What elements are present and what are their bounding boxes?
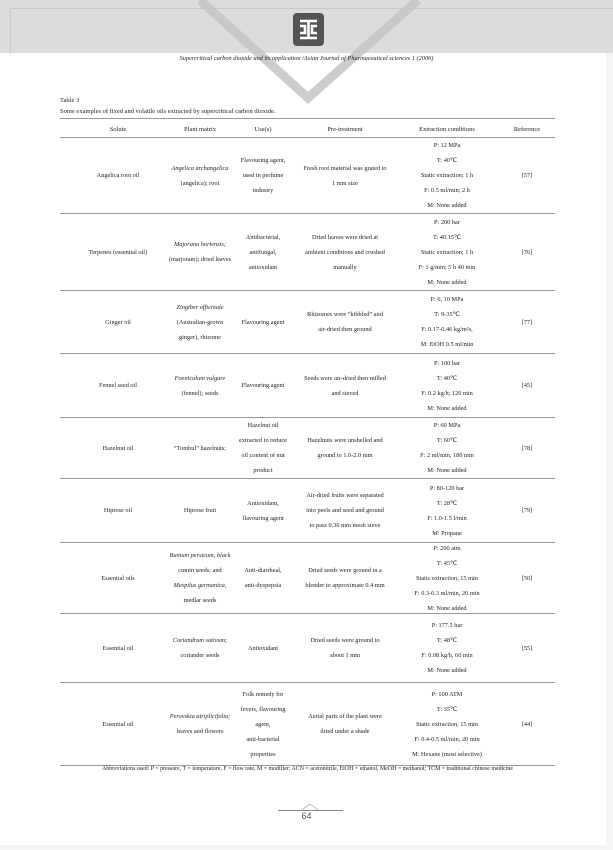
cell-cond (414, 543, 479, 613)
cell-line: Angelica archangelica (171, 164, 229, 172)
cell-line: (angelica); root (180, 179, 220, 187)
cell-ref (522, 214, 533, 290)
cell-line: ground to 1.0-2.0 mm (317, 452, 373, 459)
cell-line: fevers, flavouring (240, 705, 286, 713)
header-uses: Use(s) (254, 126, 272, 133)
cell-line: Hiprose fruit (183, 507, 217, 514)
cell-line: Zingiber officinale (176, 303, 224, 311)
cell-line: [55] (521, 644, 533, 652)
cell-line: Dried seeds were ground to (310, 637, 380, 644)
cell-line: T: 9-35℃ (434, 311, 460, 318)
cell-solute (103, 614, 134, 682)
header-solute: Solute (109, 126, 127, 133)
cell-line: Hiprose oil (103, 507, 133, 514)
cell-line: T: 35℃ (436, 705, 458, 713)
cell-line: Dried seeds were ground in a (308, 567, 382, 574)
cell-line: (fennel); seeds (181, 389, 219, 397)
cell-pre (308, 683, 382, 765)
cell-line: anti-dyspepsia (244, 582, 282, 589)
cell-line: Aerial parts of the plant were (308, 713, 382, 720)
cell-cond (421, 138, 473, 213)
cell-ref (522, 418, 533, 478)
abbreviations-footnote: Abbreviations used: P = pressure, T = temperature, F = flow rate, M = modifier; ACN = acetonitrile, EtOH = ethanol, MeOH = methanol; TCM = traditional chinese medicine (102, 766, 513, 772)
cell-line: about 1 mm (329, 652, 361, 659)
cell-line: T: 40℃ (436, 374, 458, 382)
cell-line: Seeds were air-dried then milled (304, 374, 386, 382)
cell-line: [77] (521, 318, 533, 326)
cell-line: properties (250, 750, 276, 758)
cell-line: Fennel seed oil (98, 382, 138, 389)
page-number: 64 (301, 811, 312, 821)
cell-plant (169, 214, 231, 290)
cell-line: Dried leaves were dried at (311, 233, 379, 241)
cell-plant (174, 418, 226, 478)
cell-line: T: 40.15℃ (432, 233, 462, 241)
table-row (60, 138, 555, 213)
cell-line: used in perfume (242, 172, 284, 179)
cell-line: Terpenes (essential oil) (88, 248, 148, 256)
cell-solute (104, 479, 132, 542)
cell-line: [57] (521, 172, 533, 179)
cell-line: F: 1 g/min; 5 h 40 min (418, 263, 476, 271)
cell-plant (173, 614, 227, 682)
cell-line: Fresh root material was grated to (303, 164, 387, 172)
cell-cond (421, 354, 473, 417)
cell-line: to pass 0.36 mm mesh sieve (309, 522, 381, 529)
cell-line: Static extraction, 15 min (416, 574, 478, 582)
cell-line: Antioxidant (247, 644, 279, 652)
cell-line: P: 6, 10 MPa (430, 296, 464, 303)
table-row (60, 479, 555, 542)
cell-pre (306, 479, 384, 542)
cell-line: M: None added (427, 278, 467, 286)
cell-pre (307, 418, 382, 478)
cell-line: [79] (521, 507, 533, 514)
cell-line: and sieved (331, 389, 359, 397)
cell-line: Ginger oil (105, 318, 131, 326)
cell-line: coriander seeds (180, 652, 220, 659)
cell-line: T: 60℃ (436, 437, 458, 444)
cell-line: Hazelnut oil (247, 422, 279, 429)
cell-line: Majorana hortensis; (174, 241, 226, 248)
cell-line: Antioxidant, (247, 499, 279, 507)
cell-line: medlar seeds (183, 597, 217, 604)
cell-line: Flavouring agent (241, 382, 285, 389)
table-row (60, 614, 555, 682)
cell-line: Hazelnut oil (102, 444, 134, 452)
cell-ref (522, 354, 533, 417)
cell-line: M: EtOH 0.5 ml/min (420, 341, 474, 348)
table-row (60, 683, 555, 765)
cell-line: Hazelnuts were unshelled and (307, 437, 383, 444)
cell-plant (169, 543, 230, 613)
cell-solute (103, 418, 134, 478)
cell-use (242, 291, 285, 353)
cell-line: Mespilus germanica, (173, 582, 227, 589)
cell-line: extracted to reduce (239, 437, 287, 444)
cell-line: M: Propane (432, 529, 462, 537)
cell-line: Static extraction, 15 min (416, 720, 478, 728)
header-pre-treatment: Pre-treatment (327, 126, 363, 133)
cell-solute (103, 683, 134, 765)
cell-line: cumin seeds; and (178, 567, 222, 574)
cell-line: P: 12 MPa (433, 142, 461, 149)
cell-line: [78] (521, 444, 533, 452)
cell-line: F: 0.17-0.46 kg/m²s, (421, 326, 473, 333)
cell-line: flavouring agent (242, 514, 284, 522)
header-reference: Reference (513, 126, 541, 133)
cell-ref (522, 614, 533, 682)
cell-line: blender to approximate 0.4 mm (305, 582, 385, 589)
cell-line: F: 1.0-1.5 l/min (427, 514, 467, 522)
cell-line: Essential oil (102, 644, 134, 652)
cell-line: [45] (521, 382, 533, 389)
cell-line: “Tombul” hazelnuts; (173, 444, 227, 452)
cell-plant (175, 354, 226, 417)
cell-ref (522, 543, 533, 613)
cell-use (244, 543, 281, 613)
cell-line: M: None added (427, 467, 467, 474)
cell-line: antioxidant (248, 263, 278, 271)
cell-use (239, 418, 287, 478)
cell-line: Angelica root oil (96, 172, 140, 179)
cell-ref (522, 291, 533, 353)
cell-solute (99, 354, 137, 417)
cell-line: [76] (521, 248, 533, 256)
cell-solute (105, 291, 131, 353)
cell-use (248, 614, 278, 682)
cell-cond (412, 683, 482, 765)
table-row (60, 291, 555, 353)
cell-line: into peels and seed and ground (306, 507, 384, 514)
cell-line: agent, (255, 720, 271, 728)
cell-line: 1 mm size (332, 179, 358, 187)
table-label: Table 3 (60, 97, 80, 104)
table-row (60, 418, 555, 478)
cell-use (241, 138, 285, 213)
cell-line: T: 45℃ (436, 559, 458, 567)
cell-line: Air-dried fruits were separated (306, 492, 384, 499)
cell-line: P: 100 ATM (431, 690, 463, 698)
cell-use (242, 354, 285, 417)
header-plant-matrix: Plant matrix (184, 126, 216, 133)
cell-line: air-dried then ground (318, 326, 372, 333)
cell-line: ambient conditions and crushed (305, 248, 385, 256)
cell-line: M: None added (427, 404, 467, 412)
cell-use (241, 683, 286, 765)
cell-line: P: 200 atm (433, 544, 461, 552)
cell-line: Flavouring agent (241, 318, 285, 326)
journal-logo (293, 13, 324, 46)
cell-line: T: 28℃ (436, 499, 458, 507)
cell-line: P: 177.5 bar (431, 622, 463, 629)
cell-pre (305, 543, 384, 613)
cell-cond (421, 291, 474, 353)
cell-solute (101, 543, 134, 613)
cell-cond (419, 214, 476, 290)
cell-use (242, 479, 283, 542)
cell-line: oil content of nut (241, 452, 285, 459)
cell-line: P: 200 bar (434, 218, 460, 226)
cell-line: Essential oil (102, 720, 134, 728)
cell-line: Essential oils (101, 574, 135, 582)
cell-ref (522, 138, 533, 213)
cell-line: Coriandrum sativum; (172, 637, 228, 644)
cell-line: Perovskia atriplicifolia; (169, 713, 231, 720)
table-top-rule (60, 118, 555, 119)
cell-line: T: 48℃ (436, 637, 458, 644)
cell-line: M: None added (427, 604, 467, 612)
cell-line: P: 80-120 bar (429, 484, 465, 492)
cell-line: product (253, 467, 273, 474)
cell-line: Flavouring agent, (240, 157, 286, 164)
cell-line: Folk remedy for (242, 690, 284, 698)
cell-line: Foeniculum vulgare (174, 374, 226, 382)
cell-line: leaves and flowers (176, 728, 224, 735)
cell-line: Anti-diarrheal, (244, 567, 282, 574)
cell-line: (marjoram); dried leaves (168, 256, 232, 263)
cell-cond (427, 479, 467, 542)
cell-line: F: 2 ml/min, 180 min (420, 452, 474, 459)
cell-line: Static extraction; 1 h (420, 248, 474, 256)
cell-cond (420, 418, 474, 478)
table-row (60, 543, 555, 613)
table-row (60, 214, 555, 290)
cell-line: P: 60 MPa (433, 422, 461, 429)
cell-plant (172, 138, 229, 213)
cell-line: anti-bacterial (246, 735, 280, 743)
cell-line: F: 0.3-0.3 ml/min, 20 min (414, 589, 480, 597)
cell-line: F: 0.4-0.5 ml/min, 20 min (414, 735, 480, 743)
cell-pre (303, 138, 386, 213)
cell-line: M: Hexane (most selective) (412, 750, 482, 758)
cell-line: F: 0.2 kg/h; 120 min (421, 389, 473, 397)
running-header: Supercritical carbon dioxide and its application /Asian Journal of Pharmaceutical sciences 1 (2006) (179, 55, 434, 62)
cell-pre (310, 614, 379, 682)
cell-ref (522, 479, 533, 542)
cell-line: M: None added (427, 667, 467, 674)
cell-plant (184, 479, 216, 542)
header-extraction-conditions: Extraction conditions (419, 126, 475, 133)
cell-line: M: None added (427, 202, 467, 209)
cell-solute (97, 138, 140, 213)
cell-line: [50] (521, 574, 533, 582)
cell-line: antifungal, (249, 248, 277, 256)
table-caption: Some examples of fixed and volatile oils extracted by supercritical carbon dioxide. (60, 108, 276, 115)
cell-line: ginger), rhizome (179, 333, 221, 341)
cell-line: dried under a shade (320, 728, 370, 735)
cell-line: (Australian-grown (176, 318, 224, 326)
cell-line: [44] (521, 720, 533, 728)
cell-line: Static extraction; 1 h (420, 172, 474, 179)
cell-use (246, 214, 280, 290)
cell-cond (421, 614, 472, 682)
cell-line: Antibacterial, (245, 233, 281, 241)
cell-plant (176, 291, 223, 353)
cell-line: P: 100 bar (434, 359, 460, 367)
cell-line: Rhizomes were “kibbled” and (307, 311, 383, 318)
cell-line: F: 0.5 ml/min; 2 h (424, 187, 470, 194)
cell-line: Bunium persicum, black (169, 552, 231, 559)
cell-pre (305, 214, 385, 290)
cell-pre (304, 354, 386, 417)
cell-line: F: 0.08 kg/h, 60 min (421, 652, 473, 659)
table-row (60, 354, 555, 417)
cell-solute (89, 214, 147, 290)
cell-line: manually (333, 263, 357, 271)
cell-ref (522, 683, 533, 765)
cell-line: T: 40℃ (436, 157, 458, 164)
cell-plant (170, 683, 230, 765)
cell-line: industry (252, 187, 274, 194)
cell-pre (307, 291, 383, 353)
